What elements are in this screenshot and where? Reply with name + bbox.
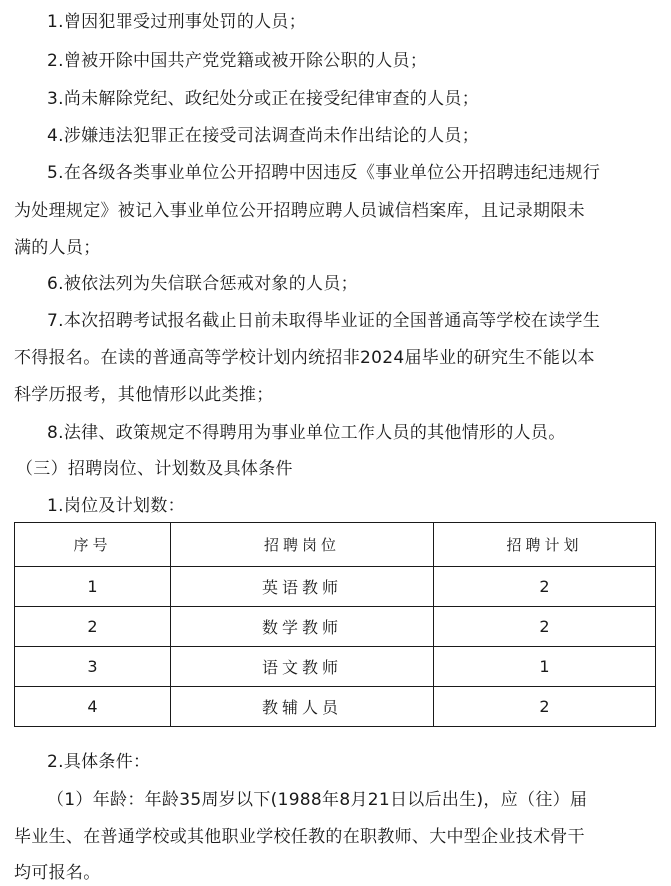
row-position: 教辅人员	[171, 687, 434, 727]
row-position: 语文教师	[171, 647, 434, 687]
conditions-title: 2.具体条件：	[47, 752, 151, 772]
row-count: 2	[434, 687, 656, 727]
table-header-row	[15, 523, 656, 567]
subsection-title: 1.岗位及计划数：	[47, 496, 185, 516]
row-number: 2	[15, 607, 171, 647]
table-row	[15, 647, 656, 687]
table-row	[15, 567, 656, 607]
row-count: 1	[434, 647, 656, 687]
header-number: 序号	[15, 523, 171, 567]
header-plan: 招聘计划	[434, 523, 656, 567]
clause-5-line-1: 5.在各级各类事业单位公开招聘中因违反《事业单位公开招聘违纪违规行	[47, 163, 601, 183]
row-number: 3	[15, 647, 171, 687]
age-condition-line-2: 毕业生、在普通学校或其他职业学校任教的在职教师、大中型企业技术骨干	[14, 827, 585, 847]
clause-7-line-1: 7.本次招聘考试报名截止日前未取得毕业证的全国普通高等学校在读学生	[47, 311, 601, 331]
header-position: 招聘岗位	[171, 523, 434, 567]
row-position: 英语教师	[171, 567, 434, 607]
clause-6: 6.被依法列为失信联合惩戒对象的人员；	[47, 274, 358, 294]
table-row	[15, 607, 656, 647]
table-row	[15, 687, 656, 727]
row-position: 数学教师	[171, 607, 434, 647]
age-condition-line-3: 均可报名。	[14, 863, 101, 883]
row-count: 2	[434, 567, 656, 607]
clause-8: 8.法律、政策规定不得聘用为事业单位工作人员的其他情形的人员。	[47, 423, 566, 443]
clause-7-line-3: 科学历报考，其他情形以此类推；	[14, 385, 274, 405]
clause-7-line-2: 不得报名。在读的普通高等学校计划内统招非2024届毕业的研究生不能以本	[14, 348, 595, 368]
clause-2: 2.曾被开除中国共产党党籍或被开除公职的人员；	[47, 51, 428, 71]
row-number: 4	[15, 687, 171, 727]
clause-3: 3.尚未解除党纪、政纪处分或正在接受纪律审查的人员；	[47, 89, 480, 109]
clause-1: 1.曾因犯罪受过刑事处罚的人员；	[47, 12, 307, 32]
row-number: 1	[15, 567, 171, 607]
age-condition-line-1: （1）年龄：年龄35周岁以下(1988年8月21日以后出生)，应（往）届	[47, 790, 588, 810]
clause-5-line-3: 满的人员；	[14, 238, 101, 258]
clause-5-line-2: 为处理规定》被记入事业单位公开招聘应聘人员诚信档案库，且记录期限未	[14, 201, 585, 221]
positions-table	[14, 522, 656, 727]
clause-4: 4.涉嫌违法犯罪正在接受司法调查尚未作出结论的人员；	[47, 126, 480, 146]
row-count: 2	[434, 607, 656, 647]
section-heading: （三）招聘岗位、计划数及具体条件	[16, 459, 293, 479]
